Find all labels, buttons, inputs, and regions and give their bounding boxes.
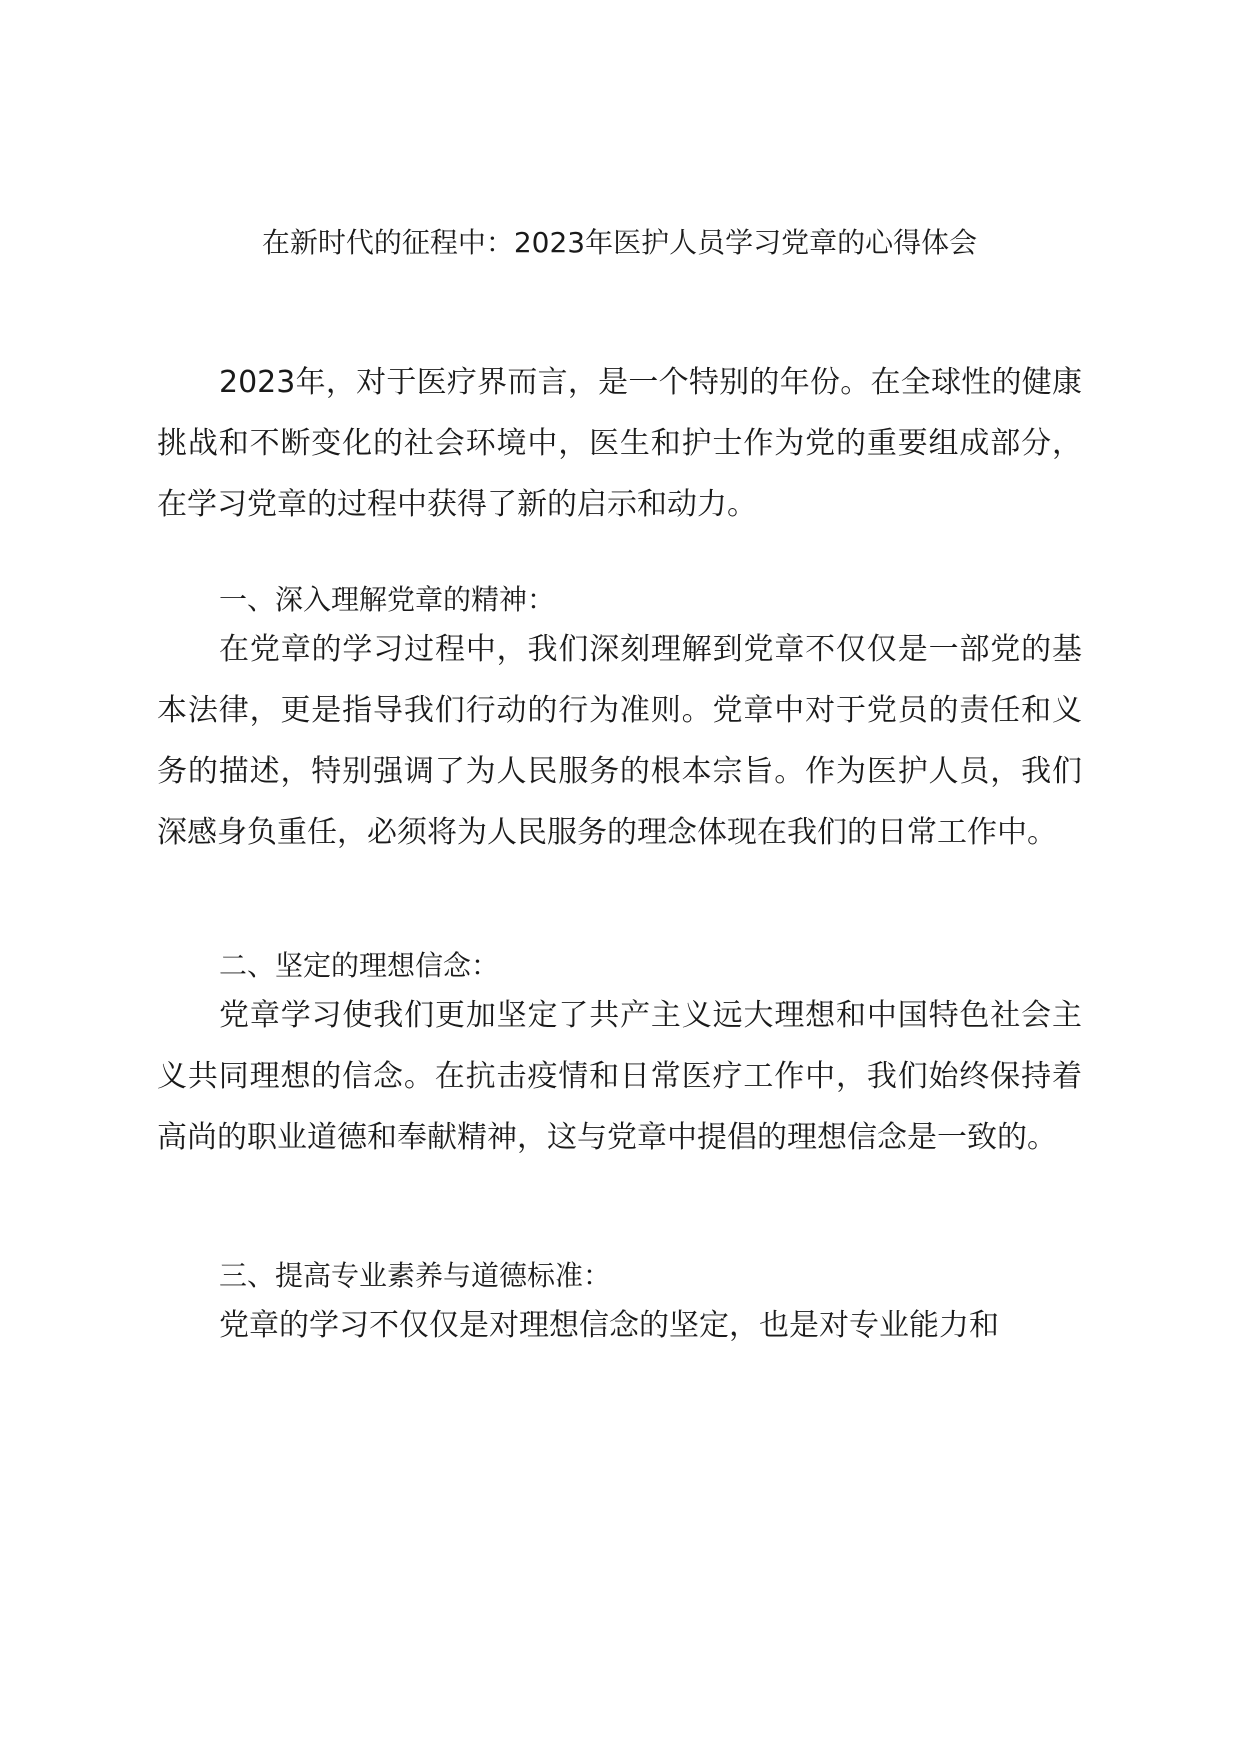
section-2-heading: 二、坚定的理想信念： (219, 949, 500, 982)
section-1-heading: 一、深入理解党章的精神： (219, 583, 556, 616)
section-2-body: 党章学习使我们更加坚定了共产主义远大理想和中国特色社会主义共同理想的信念。在抗击疫情和日常医疗工作中，我们始终保持着高尚的职业道德和奉献精神，这与党章中提倡的理想信念是一致的。 (157, 998, 1082, 1155)
section-1-body: 在党章的学习过程中，我们深刻理解到党章不仅仅是一部党的基本法律，更是指导我们行动的行为准则。党章中对于党员的责任和义务的描述，特别强调了为人民服务的根本宗旨。作为医护人员，我们深感身负重任，必须将为人民服务的理念体现在我们的日常工作中。 (157, 632, 1082, 850)
section-3-body: 党章的学习不仅仅是对理想信念的坚定，也是对专业能力和 (219, 1308, 999, 1343)
section-3-heading: 三、提高专业素养与道德标准： (219, 1259, 612, 1292)
intro-paragraph: 2023年，对于医疗界而言，是一个特别的年份。在全球性的健康挑战和不断变化的社会环境中，医生和护士作为党的重要组成部分，在学习党章的过程中获得了新的启示和动力。 (157, 365, 1082, 522)
document-title: 在新时代的征程中：2023年医护人员学习党章的心得体会 (261, 226, 978, 259)
